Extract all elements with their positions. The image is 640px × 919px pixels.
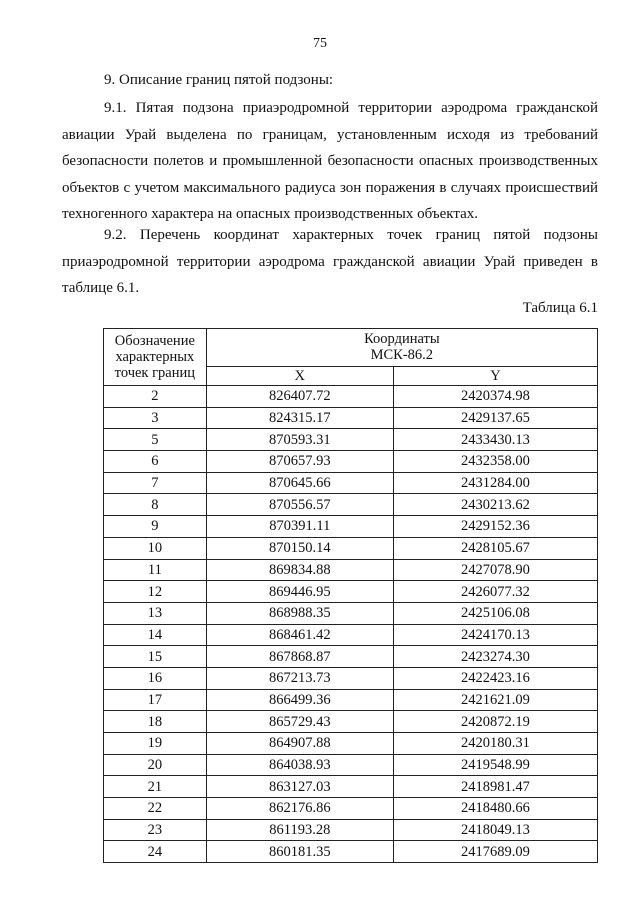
cell-x: 862176.86 bbox=[206, 798, 393, 820]
table-body bbox=[104, 386, 598, 863]
table-row bbox=[104, 559, 598, 581]
cell-x: 869834.88 bbox=[206, 559, 393, 581]
table-row bbox=[104, 819, 598, 841]
cell-point: 15 bbox=[104, 646, 207, 668]
cell-point: 16 bbox=[104, 667, 207, 689]
cell-y: 2424170.13 bbox=[393, 624, 597, 646]
coordinates-table bbox=[103, 328, 598, 863]
table-row bbox=[104, 581, 598, 603]
cell-x: 868988.35 bbox=[206, 602, 393, 624]
table-row bbox=[104, 386, 598, 408]
header-coordinates-title: Координаты bbox=[364, 331, 440, 348]
cell-y: 2429152.36 bbox=[393, 516, 597, 538]
cell-y: 2418049.13 bbox=[393, 819, 597, 841]
cell-x: 861193.28 bbox=[206, 819, 393, 841]
cell-x: 864907.88 bbox=[206, 733, 393, 755]
cell-y: 2429137.65 bbox=[393, 407, 597, 429]
cell-point: 6 bbox=[104, 451, 207, 473]
cell-x: 867213.73 bbox=[206, 667, 393, 689]
header-coordinates bbox=[206, 329, 597, 367]
table-row bbox=[104, 537, 598, 559]
cell-x: 860181.35 bbox=[206, 841, 393, 863]
cell-x: 824315.17 bbox=[206, 407, 393, 429]
cell-y: 2418480.66 bbox=[393, 798, 597, 820]
table-row bbox=[104, 602, 598, 624]
cell-point: 7 bbox=[104, 472, 207, 494]
cell-y: 2425106.08 bbox=[393, 602, 597, 624]
table-caption: Таблица 6.1 bbox=[522, 300, 598, 316]
table-row bbox=[104, 841, 598, 863]
table-row bbox=[104, 407, 598, 429]
header-point-designation: Обозначение характерных точек границ bbox=[104, 329, 207, 386]
cell-y: 2428105.67 bbox=[393, 537, 597, 559]
cell-x: 870556.57 bbox=[206, 494, 393, 516]
cell-y: 2420872.19 bbox=[393, 711, 597, 733]
cell-point: 5 bbox=[104, 429, 207, 451]
table-row bbox=[104, 646, 598, 668]
paragraph-9-2-text: 9.2. Перечень координат характерных точек границ пятой подзоны приаэродромной территории аэродрома гражданской авиации Урай приведен в таблице 6.1. bbox=[62, 227, 598, 296]
cell-point: 24 bbox=[104, 841, 207, 863]
header-x: X bbox=[206, 366, 393, 385]
cell-y: 2426077.32 bbox=[393, 581, 597, 603]
cell-y: 2418981.47 bbox=[393, 776, 597, 798]
cell-y: 2432358.00 bbox=[393, 451, 597, 473]
cell-y: 2431284.00 bbox=[393, 472, 597, 494]
table-row bbox=[104, 733, 598, 755]
cell-point: 17 bbox=[104, 689, 207, 711]
cell-x: 870391.11 bbox=[206, 516, 393, 538]
paragraph-9-2 bbox=[62, 222, 598, 302]
cell-point: 2 bbox=[104, 386, 207, 408]
cell-y: 2420180.31 bbox=[393, 733, 597, 755]
cell-point: 22 bbox=[104, 798, 207, 820]
cell-y: 2423274.30 bbox=[393, 646, 597, 668]
cell-x: 870150.14 bbox=[206, 537, 393, 559]
cell-x: 826407.72 bbox=[206, 386, 393, 408]
cell-point: 13 bbox=[104, 602, 207, 624]
cell-point: 20 bbox=[104, 754, 207, 776]
cell-y: 2427078.90 bbox=[393, 559, 597, 581]
cell-y: 2422423.16 bbox=[393, 667, 597, 689]
cell-point: 18 bbox=[104, 711, 207, 733]
cell-y: 2420374.98 bbox=[393, 386, 597, 408]
table-row bbox=[104, 798, 598, 820]
header-coordinate-system: МСК-86.2 bbox=[370, 347, 434, 364]
table-row bbox=[104, 451, 598, 473]
table-row bbox=[104, 754, 598, 776]
cell-y: 2421621.09 bbox=[393, 689, 597, 711]
table-row bbox=[104, 711, 598, 733]
cell-point: 21 bbox=[104, 776, 207, 798]
table-row bbox=[104, 667, 598, 689]
header-y: Y bbox=[393, 366, 597, 385]
table-row bbox=[104, 689, 598, 711]
cell-point: 12 bbox=[104, 581, 207, 603]
cell-x: 866499.36 bbox=[206, 689, 393, 711]
cell-point: 10 bbox=[104, 537, 207, 559]
cell-x: 868461.42 bbox=[206, 624, 393, 646]
cell-x: 863127.03 bbox=[206, 776, 393, 798]
cell-x: 869446.95 bbox=[206, 581, 393, 603]
cell-x: 864038.93 bbox=[206, 754, 393, 776]
table-row bbox=[104, 624, 598, 646]
cell-point: 11 bbox=[104, 559, 207, 581]
cell-x: 870657.93 bbox=[206, 451, 393, 473]
section-heading: 9. Описание границ пятой подзоны: bbox=[104, 72, 334, 88]
paragraph-9-1-text: 9.1. Пятая подзона приаэродромной территории аэродрома гражданской авиации Урай выделена по границам, установленным исходя из требований безопасности полетов и промышленной безопасности опасных производственных объектов с учетом максимального радиуса зон поражения в случаях происшествий техногенного характера на опасных производственных объектах. bbox=[62, 100, 598, 222]
page-number: 75 bbox=[313, 36, 327, 51]
cell-point: 19 bbox=[104, 733, 207, 755]
table-row bbox=[104, 516, 598, 538]
paragraph-9-1 bbox=[62, 95, 598, 228]
cell-point: 3 bbox=[104, 407, 207, 429]
table-row bbox=[104, 429, 598, 451]
cell-x: 870645.66 bbox=[206, 472, 393, 494]
table-row bbox=[104, 494, 598, 516]
cell-y: 2433430.13 bbox=[393, 429, 597, 451]
cell-point: 9 bbox=[104, 516, 207, 538]
cell-y: 2419548.99 bbox=[393, 754, 597, 776]
cell-x: 865729.43 bbox=[206, 711, 393, 733]
cell-point: 14 bbox=[104, 624, 207, 646]
cell-x: 870593.31 bbox=[206, 429, 393, 451]
cell-point: 8 bbox=[104, 494, 207, 516]
cell-y: 2417689.09 bbox=[393, 841, 597, 863]
cell-y: 2430213.62 bbox=[393, 494, 597, 516]
cell-point: 23 bbox=[104, 819, 207, 841]
table-row bbox=[104, 776, 598, 798]
cell-x: 867868.87 bbox=[206, 646, 393, 668]
table-row bbox=[104, 472, 598, 494]
